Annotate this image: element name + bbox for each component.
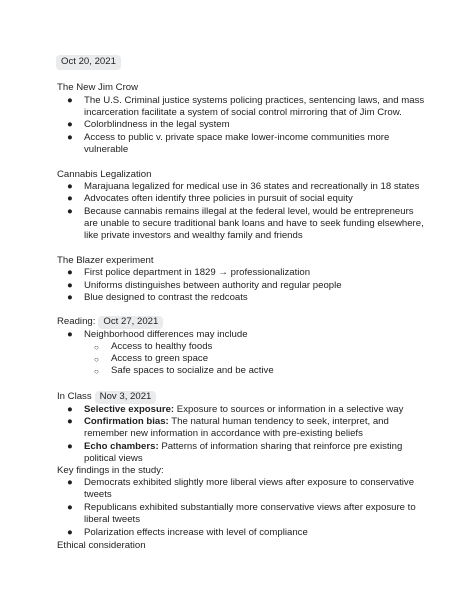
list-item-continuation: liberal tweets: [84, 514, 140, 525]
footer-heading: Ethical consideration: [57, 540, 146, 551]
term-definition: Patterns of information sharing that reinforce pre existing: [158, 441, 403, 452]
term-label: Echo chambers:: [84, 441, 159, 452]
date-chip[interactable]: Oct 27, 2021: [98, 316, 163, 329]
bullet-icon: ●: [67, 477, 73, 488]
definition-item: [84, 416, 389, 428]
list-item: Because cannabis remains illegal at the federal level, would be entrepreneurs: [84, 206, 414, 217]
list-item-continuation: are unable to secure traditional bank loans and have to seek funding elsewhere,: [84, 218, 424, 229]
bullet-icon: ●: [67, 441, 73, 452]
bullet-icon: ●: [67, 206, 73, 217]
reading-label: Reading:: [57, 316, 96, 327]
bullet-icon: ●: [67, 280, 73, 291]
bullet-icon: ●: [67, 527, 73, 538]
term-definition: The natural human tendency to seek, interpret, and: [168, 416, 389, 427]
bullet-icon: ●: [67, 95, 73, 106]
bullet-icon: ●: [67, 267, 73, 278]
definition-continuation: remember new information in accordance with pre-existing beliefs: [84, 428, 363, 439]
list-item-continuation: tweets: [84, 489, 112, 500]
list-item: First police department in 1829 → professionalization: [84, 267, 311, 278]
hollow-bullet-icon: ○: [94, 343, 99, 352]
definition-continuation: political views: [84, 453, 143, 464]
term-label: Selective exposure:: [84, 404, 175, 415]
bullet-icon: ●: [67, 416, 73, 427]
list-item: Polarization effects increase with level of compliance: [84, 527, 308, 538]
list-item: Neighborhood differences may include: [84, 329, 248, 340]
list-item: Republicans exhibited substantially more conservative views after exposure to: [84, 502, 416, 513]
hollow-bullet-icon: ○: [94, 355, 99, 364]
section-title-new-jim-crow: The New Jim Crow: [57, 82, 139, 93]
sub-list-item: Access to healthy foods: [111, 341, 213, 352]
bullet-icon: ●: [67, 329, 73, 340]
bullet-icon: ●: [67, 181, 73, 192]
list-item-continuation: incarceration facilitate a system of social control mirroring that of Jim Crow.: [84, 107, 402, 118]
date-chip[interactable]: Nov 3, 2021: [95, 391, 157, 404]
in-class-label: In Class: [57, 391, 92, 402]
definition-item: [84, 441, 402, 453]
in-class-row: [57, 391, 156, 404]
list-item-continuation: vulnerable: [84, 144, 129, 155]
list-item: Uniforms distinguishes between authority and regular people: [84, 280, 342, 291]
list-item: The U.S. Criminal justice systems policing practices, sentencing laws, and mass: [84, 95, 425, 106]
list-item: Democrats exhibited slightly more liberal views after exposure to conservative: [84, 477, 415, 488]
bullet-icon: ●: [67, 502, 73, 513]
findings-title: Key findings in the study:: [57, 465, 164, 476]
list-item-continuation: like private investors and wealthy family and friends: [84, 230, 303, 241]
term-label: Confirmation bias:: [84, 416, 169, 427]
list-item: Colorblindness in the legal system: [84, 119, 230, 130]
list-item: Blue designed to contrast the redcoats: [84, 292, 248, 303]
date-chip[interactable]: Oct 20, 2021: [56, 55, 121, 70]
bullet-icon: ●: [67, 404, 73, 415]
sub-list-item: Access to green space: [111, 353, 209, 364]
section-title-blazer: The Blazer experiment: [57, 255, 154, 266]
term-definition: Exposure to sources or information in a selective way: [174, 404, 404, 415]
bullet-icon: ●: [67, 193, 73, 204]
bullet-icon: ●: [67, 132, 73, 143]
list-item: Marajuana legalized for medical use in 36 states and recreationally in 18 states: [84, 181, 420, 192]
list-item: Advocates often identify three policies in pursuit of social equity: [84, 193, 353, 204]
reading-row: [57, 316, 163, 329]
bullet-icon: ●: [67, 292, 73, 303]
section-title-cannabis: Cannabis Legalization: [57, 169, 152, 180]
hollow-bullet-icon: ○: [94, 367, 99, 376]
list-item: Access to public v. private space make lower-income communities more: [84, 132, 390, 143]
sub-list-item: Safe spaces to socialize and be active: [111, 365, 274, 376]
definition-item: [84, 404, 403, 416]
bullet-icon: ●: [67, 119, 73, 130]
